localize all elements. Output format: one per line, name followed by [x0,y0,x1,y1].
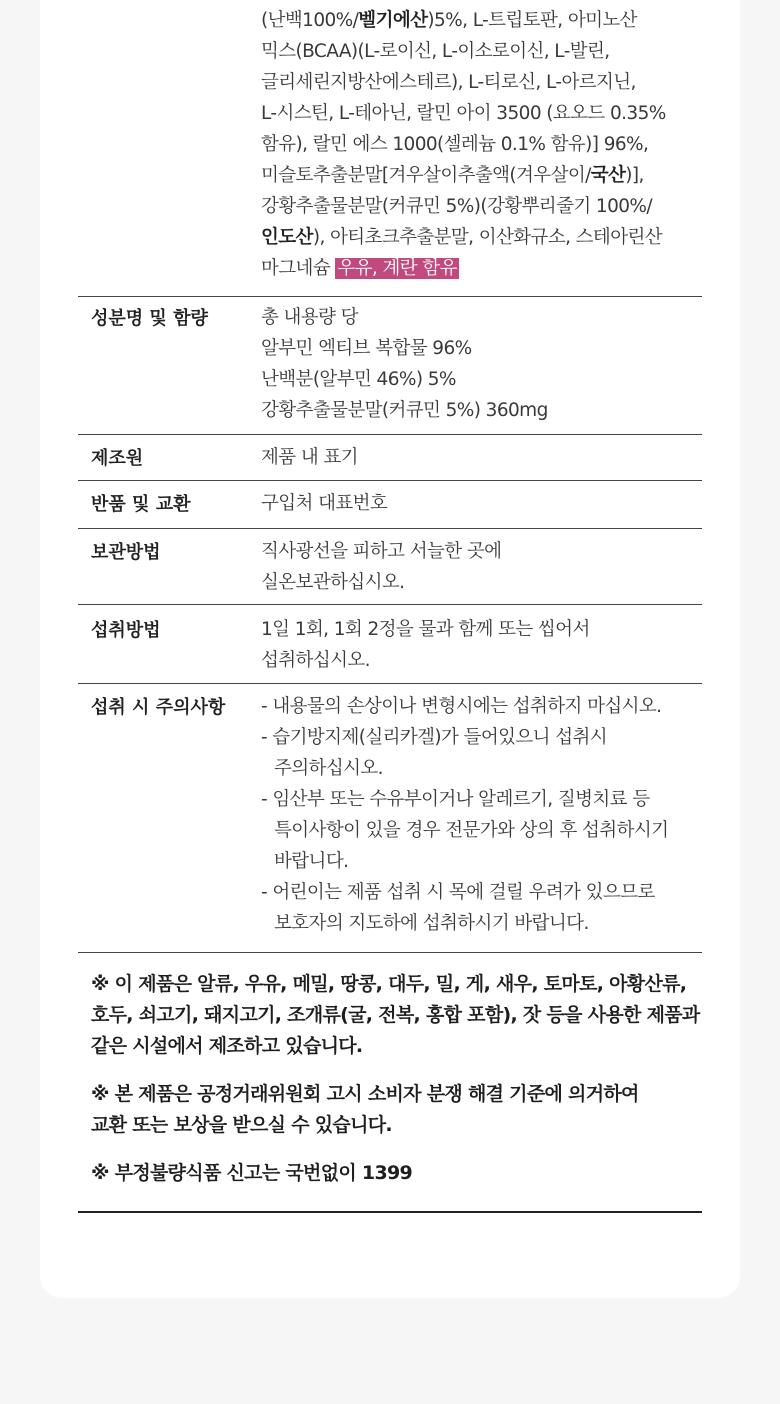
cautions-label: 섭취 시 주의사항 [91,697,226,718]
intake-value [261,614,702,683]
cautions-value [261,691,702,952]
ingredients-line: 마그네슘 우유, 계란 함유 [261,258,457,279]
ingredients-value [261,5,702,296]
ingredients-label [78,5,261,296]
storage-line: 실온보관하십시오. [261,572,405,593]
storage-row [78,529,702,605]
content-line: 알부민 엑티브 복합물 96% [261,338,472,359]
ingredients-line: 믹스(BCAA)(L-로이신, L-이소로이신, L-발린, [261,41,610,62]
intake-label: 섭취방법 [91,620,161,641]
report-notice: ※ 부정불량식품 신고는 국번없이 1399 [91,1162,413,1184]
ingredients-line: (난백100%/벨기에산)5%, L-트립토판, 아미노산 [261,10,637,31]
caution-item-cont: 주의하십시오. [274,758,383,779]
product-info-card [40,0,740,1298]
allergen-facility-notice: ※ 이 제품은 알류, 우유, 메밀, 땅콩, 대두, 밀, 게, 새우, 토마토, 아황산류, 호두, 쇠고기, 돼지고기, 조개류(굴, 전복, 홍합 포함), 잣 등을 사용한 제품과 같은 시설에서 제조하고 있습니다. [91,973,700,1057]
allergen-badge: 우유, 계란 함유 [337,258,457,279]
content-line: 강황추출물분말(커큐민 5%) 360mg [261,400,548,421]
ingredients-line: L-시스틴, L-테아닌, 랄민 아이 3500 (요오드 0.35% [261,103,666,124]
manufacturer-value: 제품 내 표기 [261,447,358,468]
manufacturer-label: 제조원 [91,448,144,469]
ingredients-line: 강황추출물분말(커큐민 5%)(강황뿌리줄기 100%/ [261,196,653,217]
intake-row [78,605,702,684]
ingredients-line: 미슬토추출분말[겨우살이추출액(겨우살이/국산)], [261,165,644,186]
intake-line: 1일 1회, 1회 2정을 물과 함께 또는 씹어서 [261,619,590,640]
caution-item-cont: 바랍니다. [274,851,349,872]
ingredients-line: 글리세린지방산에스테르), L-티로신, L-아르지닌, [261,72,636,93]
caution-item: - 어린이는 제품 섭취 시 목에 걸릴 우려가 있으므로 [261,882,655,903]
returns-value: 구입처 대표번호 [261,493,388,514]
caution-item: - 내용물의 손상이나 변형시에는 섭취하지 마십시오. [261,696,662,717]
product-info-table [78,0,702,953]
returns-row [78,481,702,529]
content-line: 난백분(알부민 46%) 5% [261,369,456,390]
caution-item: - 습기방지제(실리카겔)가 들어있으니 섭취시 [261,727,608,748]
ingredients-line: 인도산), 아티초크추출분말, 이산화규소, 스테아린산 [261,227,663,248]
storage-value [261,536,702,604]
storage-line: 직사광선을 피하고 서늘한 곳에 [261,541,502,562]
content-label: 성분명 및 함량 [91,308,208,329]
storage-label: 보관방법 [91,542,161,563]
notices-section [78,969,702,1213]
manufacturer-row [78,435,702,481]
ingredients-line: 함유), 랄민 에스 1000(셀레늄 0.1% 함유)] 96%, [261,134,649,155]
dispute-notice: ※ 본 제품은 공정거래위원회 고시 소비자 분쟁 해결 기준에 의거하여 교환 또는 보상을 받으실 수 있습니다. [91,1083,639,1136]
ingredients-row [78,0,702,297]
intake-line: 섭취하십시오. [261,650,370,671]
caution-item-cont: 보호자의 지도하에 섭취하시기 바랍니다. [274,913,589,934]
caution-item-cont: 특이사항이 있을 경우 전문가와 상의 후 섭취하시기 [274,820,669,841]
content-row [78,297,702,435]
content-line: 총 내용량 당 [261,307,358,328]
content-value [261,302,702,434]
returns-label: 반품 및 교환 [91,494,191,515]
cautions-row [78,684,702,953]
caution-item: - 임산부 또는 수유부이거나 알레르기, 질병치료 등 [261,789,650,810]
